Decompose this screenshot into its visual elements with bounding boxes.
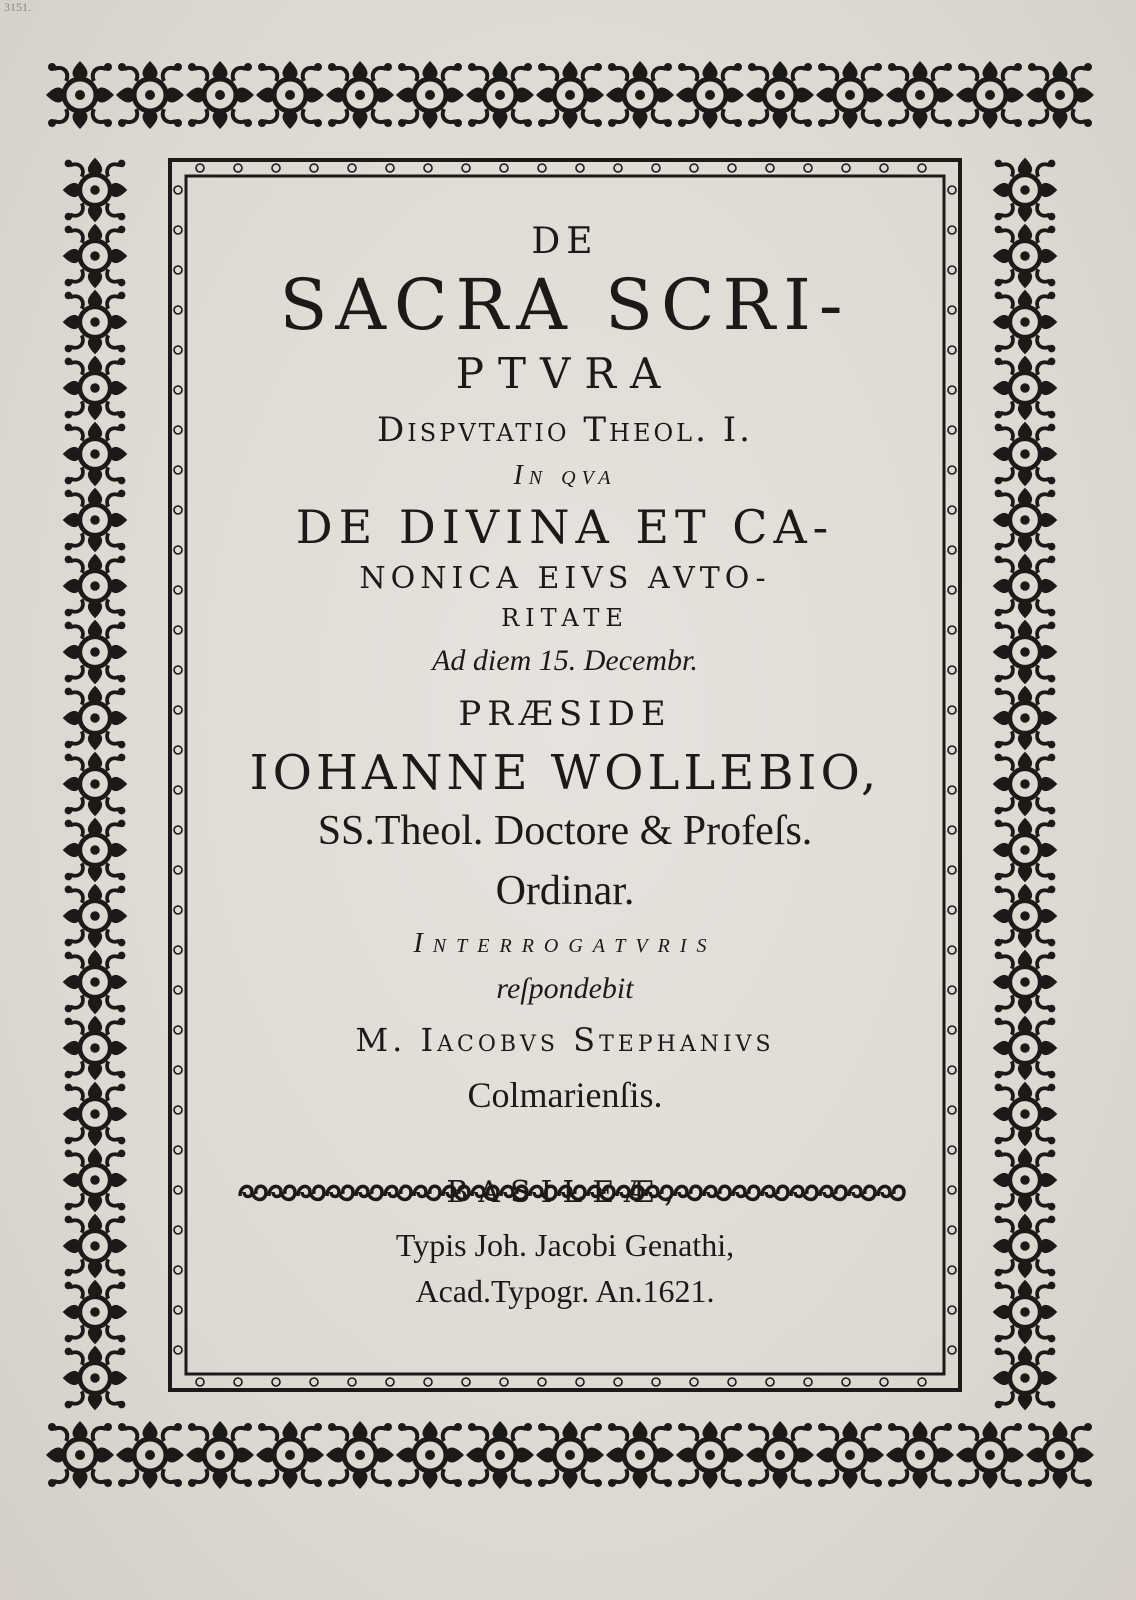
- respondent-origin: Colmarienſis.: [467, 1075, 663, 1115]
- in-qua-line: In qva: [513, 460, 617, 491]
- nonica-line: NONICA EIVS AVTO-: [359, 561, 771, 596]
- ornament-rule-spacer: [200, 1124, 930, 1164]
- imprint-place: BASILEÆ,: [446, 1175, 684, 1210]
- title-text-block: [200, 218, 930, 1368]
- praeses-ordinar: Ordinar.: [495, 868, 635, 914]
- interrogaturis-line: Interrogatvris: [413, 928, 717, 959]
- respondebit-line: reſpondebit: [496, 972, 634, 1005]
- disputatio-line: Dispvtatio Theol. I.: [377, 410, 753, 450]
- de-divina-line: DE DIVINA ET CA-: [295, 500, 835, 554]
- praeses-name: IOHANNE WOLLEBIO,: [249, 745, 881, 801]
- imprint-printer: Typis Joh. Jacobi Genathi,: [395, 1227, 735, 1263]
- title-ptvra: PTVRA: [455, 349, 675, 398]
- title-sacra-scri: SACRA SCRI-: [279, 264, 851, 346]
- corner-mark: 3151.: [4, 0, 31, 14]
- ritate-line: RITATE: [501, 604, 629, 632]
- praeside-line: PRÆSIDE: [458, 694, 672, 734]
- respondent-name: M. Iacobvs Stephanivs: [355, 1021, 775, 1059]
- title-de: DE: [531, 221, 599, 262]
- praeses-title: SS.Theol. Doctore & Profeſs.: [317, 808, 813, 854]
- imprint-year: Acad.Typogr. An.1621.: [415, 1273, 715, 1309]
- date-line: Ad diem 15. Decembr.: [432, 644, 698, 677]
